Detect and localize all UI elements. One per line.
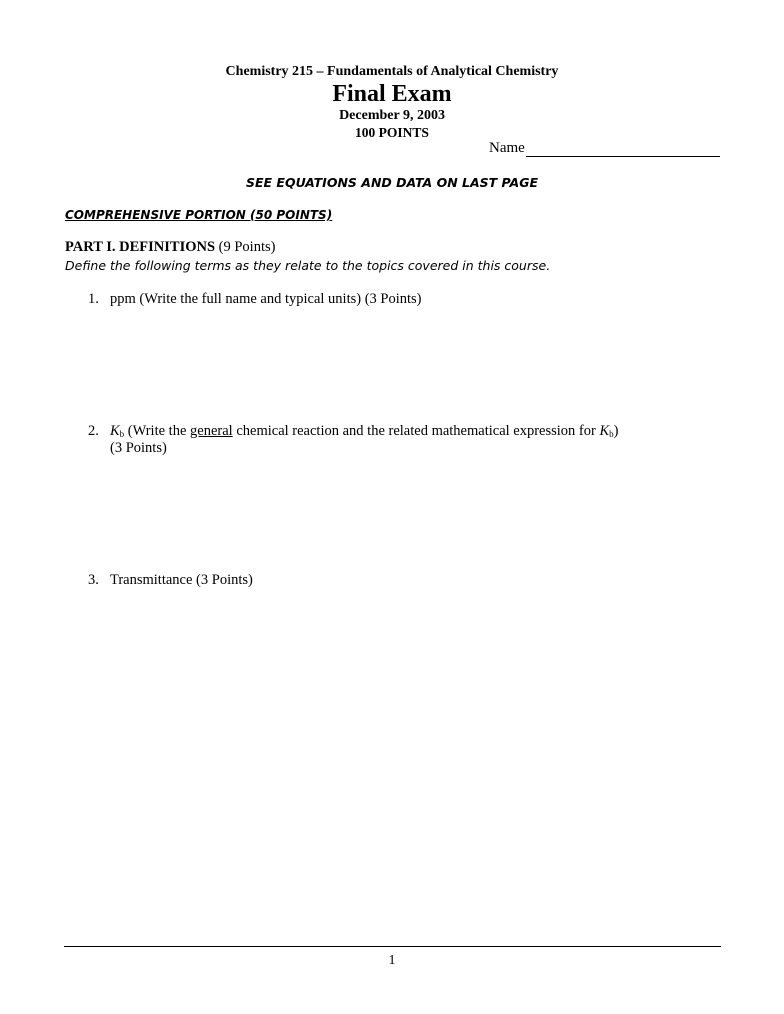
exam-total-points: 100 POINTS	[355, 125, 429, 140]
question-text: ppm (Write the full name and typical units) (3 Points)	[110, 291, 422, 307]
question-2-points: (3 Points)	[110, 440, 167, 456]
underlined-word: general	[190, 423, 233, 439]
name-blank-line	[526, 140, 720, 157]
question-text-continued: chemical reaction and the related mathematical expression for	[232, 423, 600, 439]
kb-symbol-end: K	[599, 423, 610, 439]
part-instructions: Define the following terms as they relate to the topics covered in this course.	[65, 258, 551, 273]
kb-subscript: b	[119, 429, 125, 439]
page-number: 1	[388, 953, 396, 968]
name-label: Name	[489, 140, 525, 156]
kb-symbol: K	[110, 423, 120, 439]
part-title: PART I. DEFINITIONS	[65, 239, 216, 255]
course-title: Chemistry 215 – Fundamentals of Analytical Chemistry	[225, 64, 559, 79]
part-points: (9 Points)	[215, 239, 276, 255]
question-number: 3.	[88, 572, 99, 588]
question-text: (Write the	[124, 423, 191, 439]
part-heading	[65, 239, 275, 256]
question-3	[88, 572, 253, 589]
question-text-close: )	[613, 423, 619, 439]
question-text: Transmittance (3 Points)	[110, 572, 253, 588]
equations-notice: SEE EQUATIONS AND DATA ON LAST PAGE	[245, 175, 539, 190]
question-1	[88, 291, 422, 308]
question-2	[88, 423, 618, 443]
kb-subscript-end: b	[609, 429, 614, 439]
footer-divider	[64, 946, 721, 947]
exam-date: December 9, 2003	[339, 108, 445, 123]
section-heading: COMPREHENSIVE PORTION (50 POINTS)	[65, 208, 333, 222]
name-field	[489, 140, 720, 157]
question-number: 2.	[88, 423, 99, 439]
question-number: 1.	[88, 291, 99, 307]
exam-title: Final Exam	[332, 81, 452, 107]
